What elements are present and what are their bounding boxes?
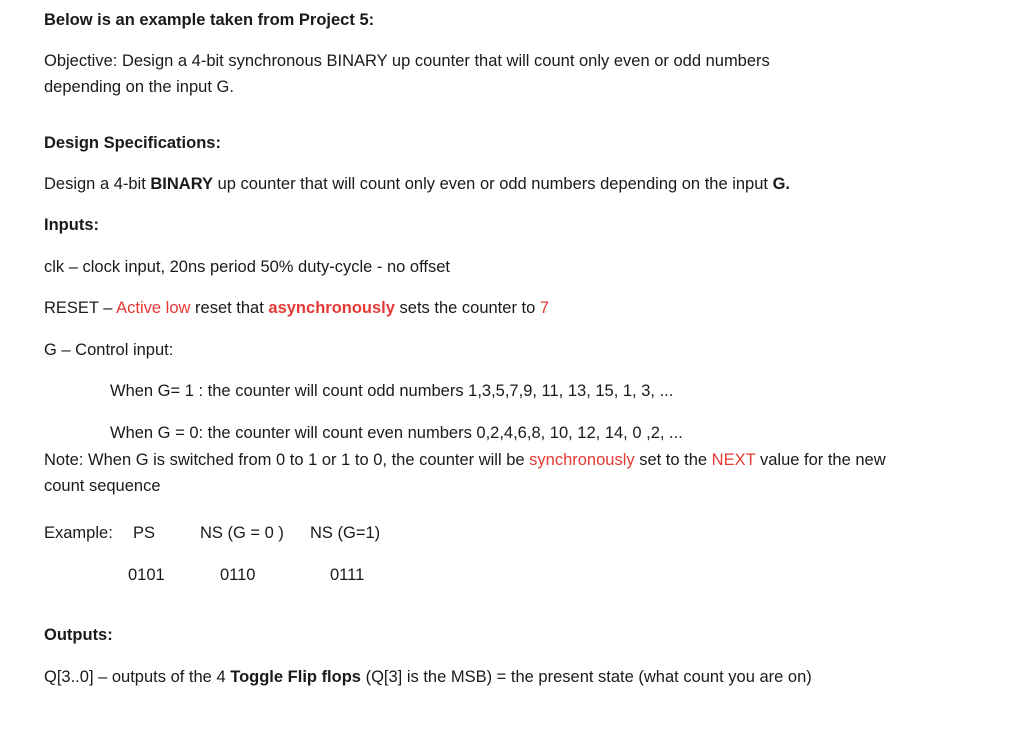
note-text-2: set to the (634, 451, 712, 469)
reset-asynchronously: asynchronously (268, 299, 395, 317)
example-header-ns-g1: NS (G=1) (310, 524, 381, 542)
reset-text-1: RESET – (44, 299, 117, 317)
note-line-2: count sequence (44, 477, 161, 495)
design-spec-title: Design Specifications: (44, 134, 221, 152)
outputs-q (44, 667, 812, 687)
objective-line-2: depending on the input G. (44, 78, 234, 96)
example-header-ps: PS (133, 524, 156, 542)
objective-line-1: Objective: Design a 4-bit synchronous BINARY up counter that will count only even or odd numbers (44, 52, 770, 70)
reset-text-2: reset that (190, 299, 269, 317)
outputs-title: Outputs: (44, 626, 113, 644)
reset-text-3: sets the counter to (394, 299, 540, 317)
note-text-1: Note: When G is switched from 0 to 1 or 1 to 0, the counter will be (44, 451, 530, 469)
input-clk: clk – clock input, 20ns period 50% duty-cycle - no offset (44, 258, 450, 276)
example-ns-g1-value: 0111 (330, 566, 365, 584)
when-g-0: When G = 0: the counter will count even numbers 0,2,4,6,8, 10, 12, 14, 0 ,2, ... (110, 424, 683, 442)
outputs-text-2: (Q[3] is the MSB) = the present state (what count you are on) (360, 668, 812, 686)
input-reset (44, 298, 549, 318)
note-line-1 (44, 450, 886, 470)
heading: Below is an example taken from Project 5: (44, 11, 375, 29)
when-g-1: When G= 1 : the counter will count odd numbers 1,3,5,7,9, 11, 13, 15, 1, 3, ... (110, 382, 674, 400)
design-spec-binary: BINARY (150, 175, 214, 193)
example-label: Example: (44, 524, 113, 542)
outputs-toggle-flip-flops: Toggle Flip flops (230, 668, 361, 686)
example-ps-value: 0101 (128, 566, 165, 584)
example-ns-g0-value: 0110 (220, 566, 256, 584)
input-g: G – Control input: (44, 341, 174, 359)
inputs-title: Inputs: (44, 216, 99, 234)
note-synchronously: synchronously (529, 451, 635, 469)
reset-value-7: 7 (539, 299, 550, 317)
reset-active-low: Active low (116, 299, 191, 317)
outputs-text-1: Q[3..0] – outputs of the 4 (44, 668, 231, 686)
design-spec-text-2: up counter that will count only even or odd numbers depending on the input (213, 175, 773, 193)
note-text-3: value for the new (755, 451, 886, 469)
design-spec-text-1: Design a 4-bit (44, 175, 151, 193)
design-spec-g: G. (772, 175, 790, 193)
note-next: NEXT (711, 451, 756, 469)
design-spec-text (44, 174, 790, 194)
example-header-ns-g0: NS (G = 0 ) (200, 524, 284, 542)
